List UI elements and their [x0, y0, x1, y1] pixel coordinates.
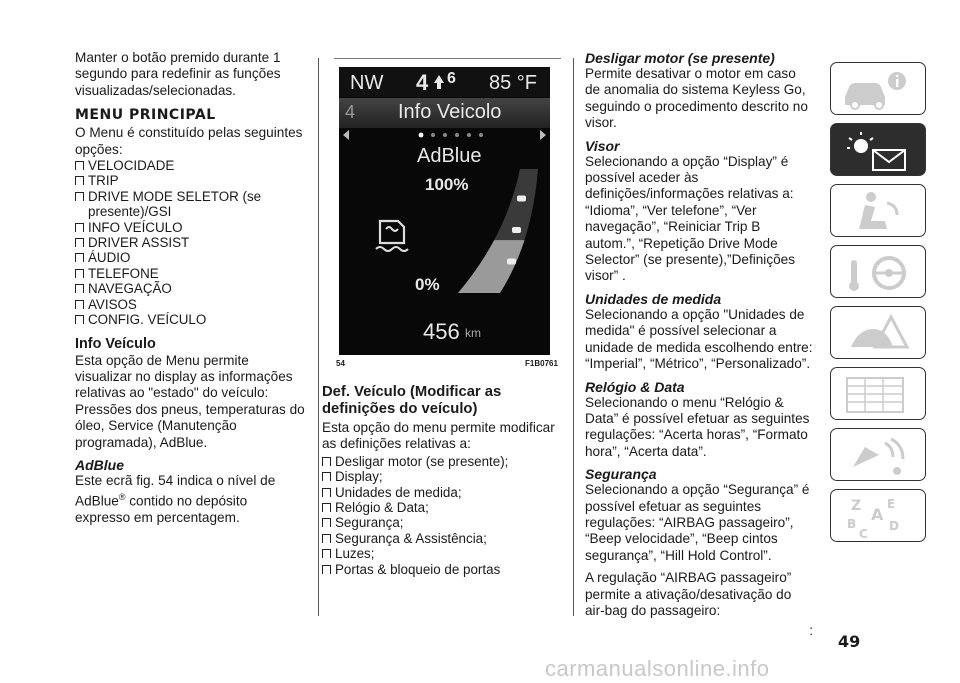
- list-item: Unidades de medida;: [322, 485, 562, 500]
- figure-code: F1B0761: [525, 359, 558, 368]
- relogio-heading: Relógio & Data: [585, 378, 685, 395]
- adblue-text-part-2: contido no depósito expresso em percentagem.: [75, 493, 248, 526]
- airbag-text: A regulação “AIRBAG passageiro” permite a ativação/desativação do air-bag do passageiro:: [585, 570, 792, 618]
- def-veiculo-heading: Def. Veículo (Modificar as definições do veículo): [322, 384, 502, 417]
- tab-safety[interactable]: [830, 184, 926, 237]
- list-item: Segurança;: [322, 515, 562, 530]
- seat-airbag-icon: [831, 185, 927, 238]
- menu-intro-text: O Menu é constituído pelas seguintes opções:: [75, 125, 303, 157]
- right-arrow-icon: [540, 130, 546, 140]
- column-3: [585, 50, 813, 640]
- list-item: Portas & bloqueio de portas: [322, 562, 562, 577]
- gauge-tick: [512, 227, 521, 233]
- gauge-tick: [517, 196, 526, 202]
- svg-text:B: B: [847, 517, 857, 531]
- breakdown-warning-icon: [831, 307, 927, 360]
- menu-index-number: 4: [345, 102, 356, 122]
- info-veiculo-heading: Info Veículo: [75, 335, 156, 352]
- gauge-tick: [507, 259, 516, 265]
- figure-top-rule: [334, 58, 561, 59]
- column-1: [75, 50, 305, 527]
- svg-text:D: D: [889, 519, 899, 533]
- adblue-tank-icon: [374, 217, 414, 257]
- svg-text:E: E: [887, 497, 896, 511]
- desligar-motor-text: Permite desativar o motor em caso de anomalia do sistema Keyless Go, seguindo o procedimento descrito no visor.: [585, 66, 808, 131]
- column-2: [322, 384, 562, 577]
- list-item: DRIVE MODE SELETOR (se presente)/GSI: [75, 189, 305, 220]
- tab-index[interactable]: [830, 489, 926, 542]
- screen-title: AdBlue: [417, 145, 482, 167]
- list-item: TELEFONE: [75, 266, 305, 281]
- unidades-heading: Unidades de medida: [585, 290, 722, 307]
- seguranca-text: Selecionando a opção “Segurança” é possível efetuar as seguintes regulações: “AIRBAG passageiro”, “Beep velocidade”, “Beep cintos segurança”, “Hill Hold Control”.: [585, 482, 810, 563]
- dashboard-display-figure: [339, 67, 550, 355]
- relogio-text: Selecionando o menu “Relógio & Data” é possível efetuar as seguintes regulações: “Acerta horas”, “Formato hora”, “Acerta data”.: [585, 394, 810, 459]
- service-table-icon: [831, 368, 927, 421]
- alphabetical-index-icon: [831, 490, 927, 543]
- column-divider: [318, 58, 319, 616]
- warning-light-envelope-icon: [831, 124, 927, 177]
- next-gear: 6: [447, 70, 456, 87]
- unidades-text: Selecionando a opção "Unidades de medida" é possível selecionar a unidade de medida escolhendo entre: “Imperial”, “Métrico”, “Personalizado”.: [585, 306, 813, 372]
- adblue-heading: AdBlue: [75, 456, 124, 473]
- def-veiculo-text: Esta opção do menu permite modificar as definições relativas a:: [322, 420, 555, 452]
- list-item: DRIVER ASSIST: [75, 235, 305, 250]
- level-max-label: 100%: [425, 175, 469, 194]
- svg-text:A: A: [871, 505, 884, 524]
- list-item: AVISOS: [75, 297, 305, 312]
- current-gear: 4: [416, 70, 429, 95]
- tab-car-info[interactable]: [830, 62, 926, 115]
- list-item: Desligar motor (se presente);: [322, 454, 562, 469]
- outside-temperature: 85 °F: [489, 72, 538, 94]
- list-item: TRIP: [75, 173, 305, 188]
- list-item: Display;: [322, 469, 562, 484]
- menu-principal-heading: MENU PRINCIPAL: [75, 107, 216, 124]
- visor-text: Selecionando a opção “Display” é possível aceder às definições/informações relativas a: “Idioma”, “Ver telefone”, “Ver navegação”, “Reiniciar Trip B autom.”, “Repetição Drive Mode Selector” (se presente),”Definições visor” .: [585, 153, 796, 284]
- list-item: Relógio & Data;: [322, 500, 562, 515]
- tab-emergency[interactable]: [830, 306, 926, 359]
- range-value: 456: [423, 319, 460, 344]
- desligar-motor-heading: Desligar motor (se presente): [585, 50, 775, 66]
- list-item: CONFIG. VEÍCULO: [75, 312, 305, 327]
- range-unit: km: [465, 326, 481, 340]
- intro-text: Manter o botão premido durante 1 segundo para redefinir as funções visualizadas/selecionadas.: [75, 50, 281, 98]
- compass-direction: NW: [350, 72, 384, 94]
- adblue-level-gauge: [454, 167, 544, 297]
- level-min-label: 0%: [415, 275, 440, 294]
- left-arrow-icon: [343, 130, 349, 140]
- adblue-text: [75, 473, 305, 527]
- visor-heading: Visor: [585, 137, 620, 154]
- multimedia-icon: [831, 429, 927, 482]
- list-item: Segurança & Assistência;: [322, 531, 562, 546]
- figure-number: 54: [336, 359, 345, 368]
- tab-maintenance[interactable]: [830, 367, 926, 420]
- tab-multimedia[interactable]: [830, 428, 926, 481]
- svg-text:Z: Z: [851, 498, 862, 514]
- chapter-tabs: [830, 62, 927, 550]
- registered-mark: ®: [118, 492, 126, 503]
- watermark: carmanualsonline.info: [545, 656, 770, 681]
- column-divider: [573, 58, 574, 616]
- svg-text:C: C: [859, 527, 868, 541]
- car-info-icon: [831, 63, 927, 116]
- list-item: INFO VEÍCULO: [75, 220, 305, 235]
- seguranca-heading: Segurança: [585, 466, 657, 483]
- tab-warning-lights[interactable]: [830, 123, 926, 176]
- list-item: NAVEGAÇÃO: [75, 281, 305, 296]
- adblue-text-part-1: Este ecrã fig. 54 indica o nível de AdBlue: [75, 472, 276, 509]
- info-veiculo-text: Esta opção de Menu permite visualizar no display as informações relativas ao "estado" do veículo: Pressões dos pneus, temperaturas do óleo, Service (Manutenção programada), AdBlue.: [75, 352, 305, 450]
- def-items-list: [322, 454, 562, 577]
- menu-navigation-indicator: [341, 129, 548, 141]
- menu-title: Info Veicolo: [398, 101, 502, 123]
- list-item: ÁUDIO: [75, 250, 305, 265]
- list-item: VELOCIDADE: [75, 158, 305, 173]
- gear-up-arrow-icon: [433, 74, 445, 90]
- page-number: 49: [838, 632, 861, 651]
- menu-items-list: [75, 158, 305, 327]
- list-item: Luzes;: [322, 546, 562, 561]
- steering-key-icon: [831, 246, 927, 299]
- tab-starting-driving[interactable]: [830, 245, 926, 298]
- continuation-colon: :: [809, 623, 813, 639]
